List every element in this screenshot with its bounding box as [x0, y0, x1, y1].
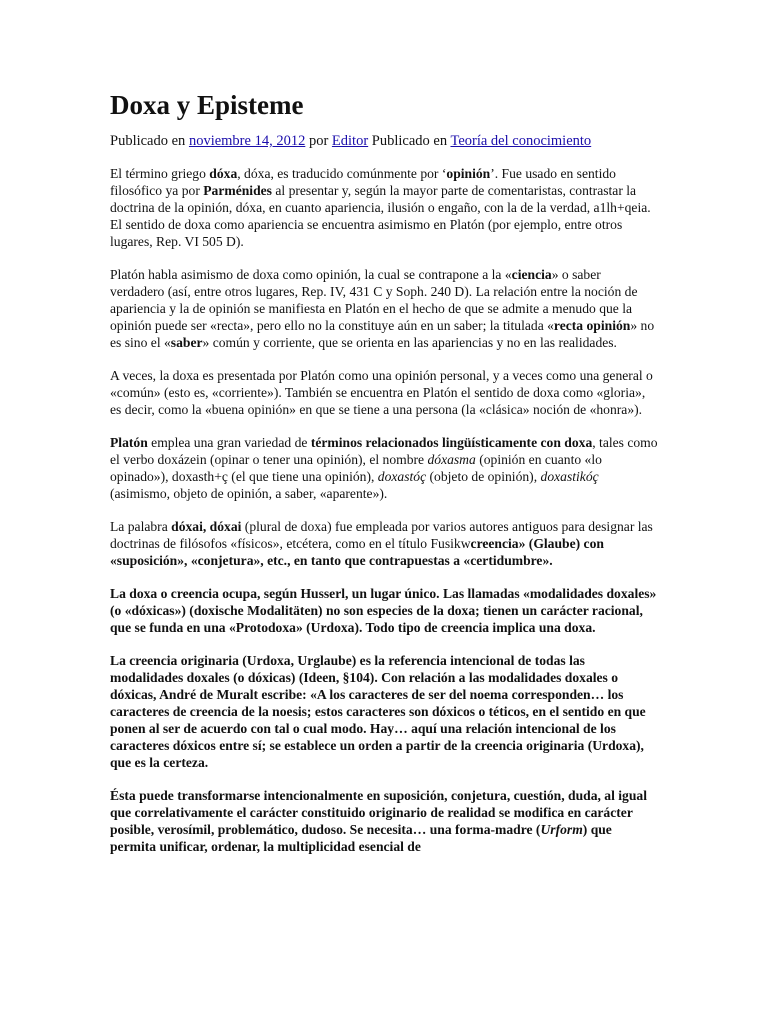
- text-run: La palabra: [110, 519, 172, 534]
- author-link[interactable]: Editor: [331, 133, 369, 149]
- bold-term: creencia» (Glaube) con «suposición», «conjetura», etc., en tanto que contrapuestas a «certidumbre».: [110, 536, 604, 568]
- text-run: Platón habla asimismo de doxa como opinión, la cual se contrapone a la «: [110, 267, 512, 282]
- text-run: » o saber verdadero (así, entre otros lugares, Rep. IV, 431 C y Soph. 240 D). La relación entre la noción de apariencia y la de opinión se manifiesta en Platón en el hecho de que se admite a menudo que la opinión puede ser «recta», pero ello no la constituye aún en un saber; la titulada «: [110, 267, 638, 333]
- bold-term: dóxai, dóxai: [171, 519, 242, 534]
- text-run: (objeto de opinión),: [426, 469, 541, 484]
- article: [110, 88, 658, 871]
- meta-category-prefix: Publicado en: [368, 133, 451, 149]
- text-run: (opinión en cuanto «lo opinado»), doxasth+ç (el que tiene una opinión),: [110, 452, 602, 484]
- paragraph-4: [110, 434, 658, 502]
- bold-term: opinión: [446, 166, 491, 181]
- text-run: (plural de doxa) fue empleada por varios autores antiguos para designar las doctrinas de filósofos «físicos», etcétera, como en el título Fusikw: [110, 519, 653, 551]
- text-run: ’. Fue usado en sentido filosófico ya por: [110, 166, 616, 198]
- meta-prefix: Publicado en: [110, 133, 189, 149]
- italic-term: doxastikóç: [540, 469, 599, 484]
- meta-by: por: [305, 133, 332, 149]
- text-run: (asimismo, objeto de opinión, a saber, «aparente»).: [110, 486, 388, 501]
- text-run: , tales como el verbo doxázein (opinar o tener una opinión), el nombre: [110, 435, 658, 467]
- bold-term: dóxa: [209, 166, 238, 181]
- bold-term: saber: [170, 335, 203, 350]
- bold-term: ciencia: [511, 267, 552, 282]
- page-title: Doxa y Episteme: [110, 90, 304, 120]
- date-link[interactable]: noviembre 14, 2012: [188, 133, 306, 149]
- paragraph-3: A veces, la doxa es presentada por Platón como una opinión personal, y a veces como una general o «común» (esto es, «corriente»). También se encuentra en Platón el sentido de doxa como «gloria», es decir, como la «buena opinión» en que se tiene a una persona (la «clásica» noción de «honra»).: [110, 368, 653, 417]
- italic-term: doxastóç: [377, 469, 427, 484]
- text-run: El término griego: [110, 166, 210, 181]
- paragraph-8: [110, 787, 658, 855]
- text-run: ) que permita unificar, ordenar, la multiplicidad esencial de: [110, 822, 612, 854]
- bold-term: términos relacionados lingüísticamente con doxa: [310, 435, 593, 450]
- paragraph-7: La creencia originaria (Urdoxa, Urglaube) es la referencia intencional de todas las modalidades doxales (o dóxicas) (Ideen, §104). Con relación a las modalidades doxales o dóxicas, André de Muralt escribe: «A los caracteres de ser del noema corresponden… los caracteres de creencia de la noesis; estos caracteres son dóxicos o téticos, en el sentido en que ponen al ser de acuerdo con tal o cual modo. Hay… aquí una relación intencional de los caracteres dóxicos entre sí; se establece un orden a partir de la creencia originaria (Urdoxa), que es la certeza.: [110, 653, 646, 770]
- bold-term: recta opinión: [553, 318, 631, 333]
- text-run: emplea una gran variedad de: [147, 435, 311, 450]
- paragraph-5: [110, 518, 658, 569]
- paragraph-1: [110, 165, 658, 250]
- paragraph-2: [110, 266, 658, 351]
- text-run: » común y corriente, que se orienta en las apariencias y no en las realidades.: [202, 335, 617, 350]
- post-meta: [110, 132, 658, 150]
- italic-term: Urform: [540, 822, 583, 837]
- bold-term: Platón: [110, 435, 148, 450]
- category-link[interactable]: Teoría del conocimiento: [450, 133, 592, 149]
- bold-term: Parménides: [203, 183, 272, 198]
- text-run: al presentar y, según la mayor parte de comentaristas, contrastar la doctrina de la opinión, dóxa, en cuanto apariencia, ilusión o engaño, con la de la verdad, a1lh+qeia. El sentido de doxa como apariencia se encuentra asimismo en Platón (por ejemplo, entre otros lugares, Rep. VI 505 D).: [110, 183, 651, 249]
- text-run: , dóxa, es traducido comúnmente por ‘: [237, 166, 447, 181]
- paragraph-6: La doxa o creencia ocupa, según Husserl, un lugar único. Las llamadas «modalidades doxales» (o «dóxicas») (doxische Modalitäten) no son especies de la doxa; tienen un carácter racional, que se funda en una «Protodoxa» (Urdoxa). Todo tipo de creencia implica una doxa.: [110, 586, 657, 635]
- text-run: » no es sino el «: [110, 318, 655, 350]
- text-run: Ésta puede transformarse intencionalmente en suposición, conjetura, cuestión, duda, al igual que correlativamente el carácter constituido originario de realidad se modifica en carácter posible, verosímil, problemático, dudoso. Se necesita… una forma-madre (: [110, 788, 647, 837]
- italic-term: dóxasma: [427, 452, 476, 467]
